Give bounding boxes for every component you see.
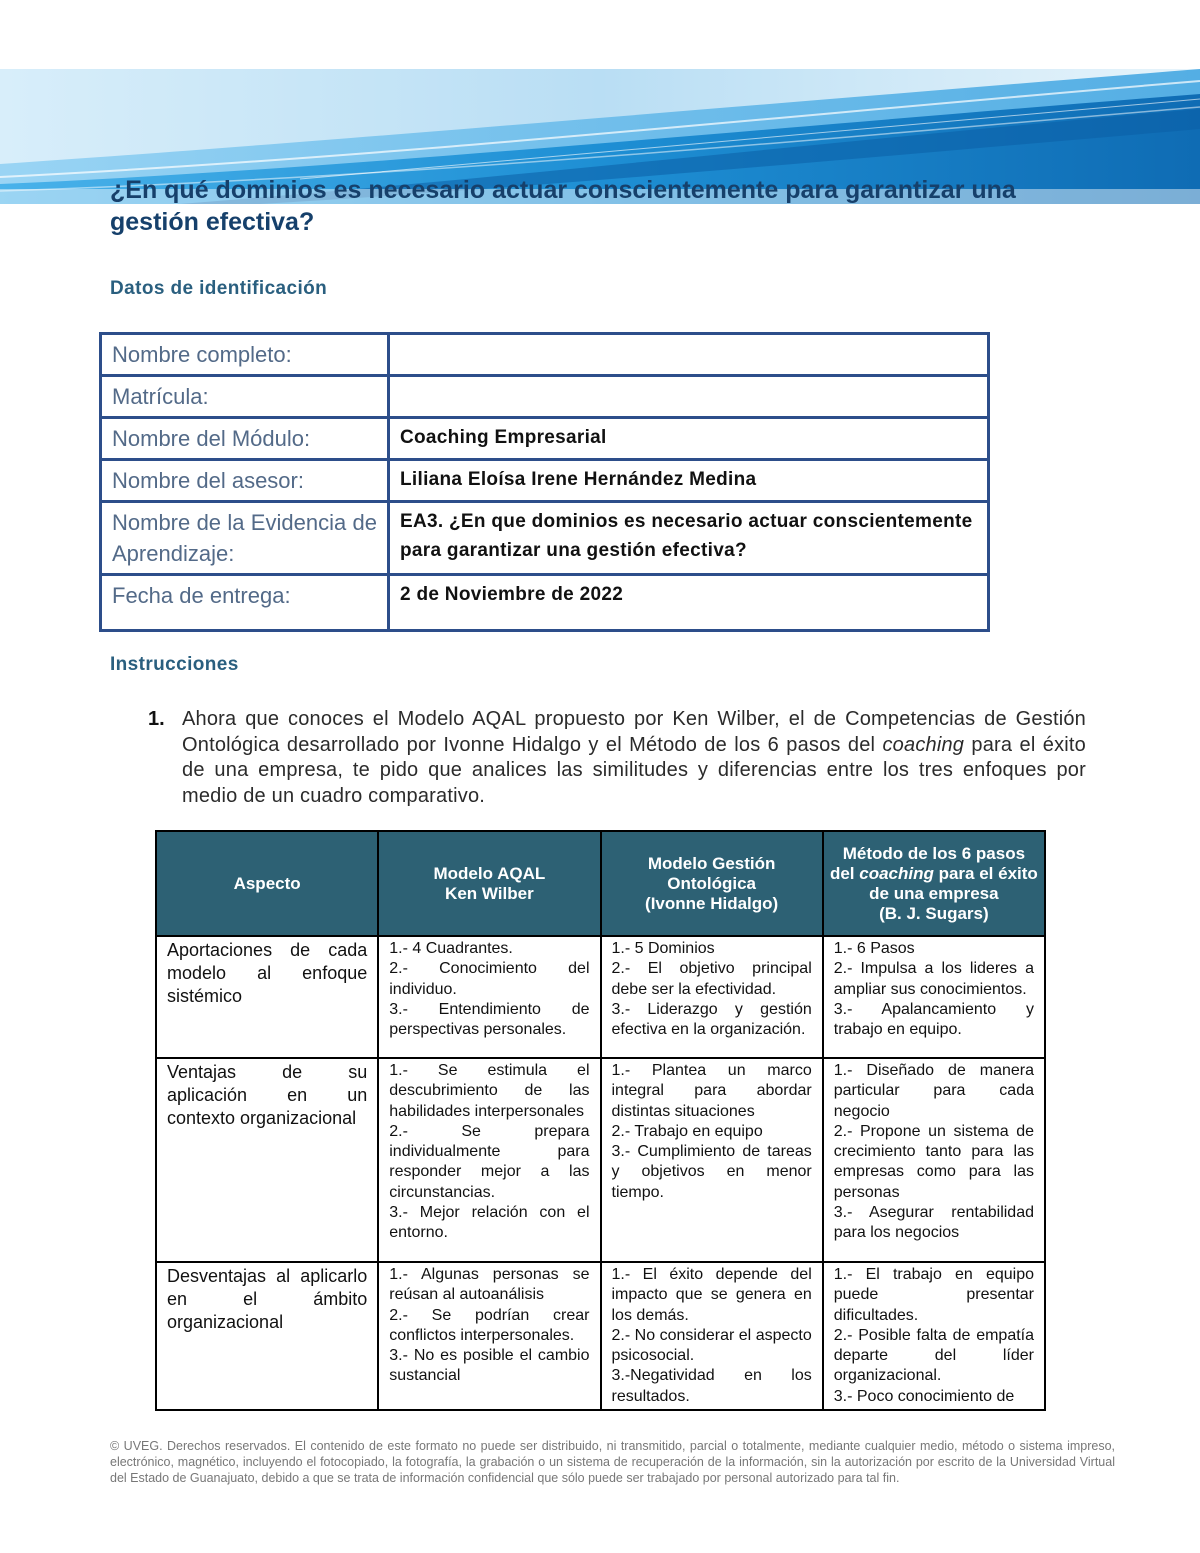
header-ont-line2: (Ivonne Hidalgo) [645,893,779,913]
id-value-matricula [389,376,989,418]
id-value-evidencia: EA3. ¿En que dominios es necesario actuar conscientemente para garantizar una gestión efectiva? [389,502,989,575]
cell-line: 3.- Entendimiento de perspectivas personales. [389,1000,590,1039]
header-aqal-line2: Ken Wilber [445,883,534,903]
header-met-post: para el éxito de una empresa [869,863,1038,903]
row-aspect-ventajas: Ventajas de su aplicación en un contexto organizacional [156,1058,378,1262]
cell-line: 1.- Diseñado de manera particular para cada negocio [833,1062,1034,1120]
id-value-fecha: 2 de Noviembre de 2022 [389,575,989,631]
cell-line: 1.- Algunas personas se reúsan al autoanálisis [389,1266,590,1304]
table-row [156,1058,1045,1262]
table-row [156,1262,1045,1410]
cell-line: 1.- 6 Pasos [833,940,915,957]
identification-table [99,332,990,632]
instruction-item [148,707,1086,809]
id-value-nombre [389,334,989,376]
instruction-text-italic: coaching [882,733,965,756]
id-row-nombre [101,334,989,376]
cell-line: 2.- Conocimiento del individuo. [389,960,590,998]
cell-line: 3.- Cumplimiento de tareas y objetivos en menor tiempo. [611,1143,812,1201]
header-met-italic: coaching [859,863,934,883]
instructions-heading: Instrucciones [110,654,239,675]
cell-line: 3.- Apalancamiento y trabajo en equipo. [833,1000,1034,1039]
cell-ontologica [601,1262,823,1410]
header-aspect [156,831,378,936]
cell-line: 3.-Negatividad en los resultados. [611,1367,812,1405]
cell-line: 2.- Propone un sistema de crecimiento tanto para las empresas como para las personas [833,1122,1034,1201]
header-aqal [378,831,600,936]
cell-line: 1.- Se estimula el descubrimiento de las habilidades interpersonales [389,1062,590,1120]
copyright-footer: © UVEG. Derechos reservados. El contenido de este formato no puede ser distribuido, ni transmitido, parcial o totalmente, mediante cualquier medio, método o sistema impreso, electrónico, magnético, incluyendo el fotocopiado, la fotografía, la grabación o un sistema de recuperación de la información, sin la autorización por escrito de la Universidad Virtual del Estado de Guanajuato, debido a que se trata de información confidencial que sólo puede ser trabajado por personal autorizado para tal fin. [110,1439,1115,1485]
id-row-modulo [101,418,989,460]
id-row-fecha [101,575,989,631]
row-aspect-desventajas: Desventajas al aplicarlo en el ámbito organizacional [156,1262,378,1410]
comparison-header-row [156,831,1045,936]
cell-line: 2.- Posible falta de empatía departe del líder organizacional. [833,1326,1034,1385]
cell-metodo [823,936,1045,1058]
cell-line: 3.- Mejor relación con el entorno. [389,1204,590,1242]
id-label-nombre: Nombre completo: [101,334,389,376]
cell-aqal [378,1058,600,1262]
cell-line: 1.- 4 Cuadrantes. [389,940,513,957]
id-value-modulo: Coaching Empresarial [389,418,989,460]
row-aspect-aportaciones: Aportaciones de cada modelo al enfoque sistémico [156,936,378,1058]
cell-aqal [378,936,600,1058]
cell-line: 1.- El éxito depende del impacto que se genera en los demás. [611,1266,812,1324]
id-row-matricula [101,376,989,418]
header-ontologica [601,831,823,936]
cell-line: 1.- 5 Dominios [611,940,715,957]
cell-line: 1.- El trabajo en equipo puede presentar dificultades. [833,1266,1034,1324]
id-label-matricula: Matrícula: [101,376,389,418]
cell-line: 2.- Trabajo en equipo [611,1122,763,1140]
instruction-text-part1: Ahora que conoces el Modelo AQAL propuesto por Ken Wilber, el de Competencias de Gestión Ontológica desarrollado por Ivonne Hidalgo y el Método de los 6 pasos del [182,708,1086,756]
id-label-fecha: Fecha de entrega: [101,575,389,631]
cell-aqal [378,1262,600,1410]
header-met-pre: Método de los 6 pasos del [829,843,1026,883]
cell-line: 2.- No considerar el aspecto psicosocial. [611,1326,812,1365]
instruction-text-part2: para el éxito de una empresa, te pido que analices las similitudes y diferencias entre los tres enfoques por medio de un cuadro comparativo. [182,733,1086,807]
cell-ontologica [601,1058,823,1262]
cell-line: 3.- Liderazgo y gestión efectiva en la organización. [611,1000,812,1039]
header-aqal-line1: Modelo AQAL [433,863,546,883]
cell-line: 2.- Se podrían crear conflictos interpersonales. [389,1306,590,1344]
id-value-asesor: Liliana Eloísa Irene Hernández Medina [389,460,989,502]
id-label-asesor: Nombre del asesor: [101,460,389,502]
header-met-line2: (B. J. Sugars) [879,903,989,923]
identification-heading: Datos de identificación [110,278,328,299]
header-ont-line1: Modelo Gestión Ontológica [647,853,776,893]
cell-line: 2.- Se prepara individualmente para responder mejor a las circunstancias. [389,1122,590,1201]
cell-line: 2.- El objetivo principal debe ser la efectividad. [611,960,812,998]
id-label-modulo: Nombre del Módulo: [101,418,389,460]
cell-line: 2.- Impulsa a los lideres a ampliar sus conocimientos. [833,960,1034,998]
cell-metodo [823,1058,1045,1262]
cell-metodo [823,1262,1045,1410]
table-row [156,936,1045,1058]
instruction-text [182,707,1086,809]
page-title: ¿En qué dominios es necesario actuar conscientemente para garantizar una gestión efectiva? [110,176,1016,236]
header-aspect-label: Aspecto [233,873,301,893]
cell-ontologica [601,936,823,1058]
cell-line: 3.- No es posible el cambio sustancial [389,1347,590,1385]
id-row-evidencia [101,502,989,575]
cell-line: 1.- Plantea un marco integral para abordar distintas situaciones [611,1062,812,1120]
cell-line: 3.- Poco conocimiento de [833,1387,1015,1405]
instruction-number: 1. [148,708,165,730]
comparison-table [155,830,1046,1411]
cell-line: 3.- Asegurar rentabilidad para los negocios [833,1204,1034,1242]
id-row-asesor [101,460,989,502]
id-label-evidencia: Nombre de la Evidencia de Aprendizaje: [101,502,389,575]
header-metodo [823,831,1045,936]
header-met-line1 [830,844,1038,904]
